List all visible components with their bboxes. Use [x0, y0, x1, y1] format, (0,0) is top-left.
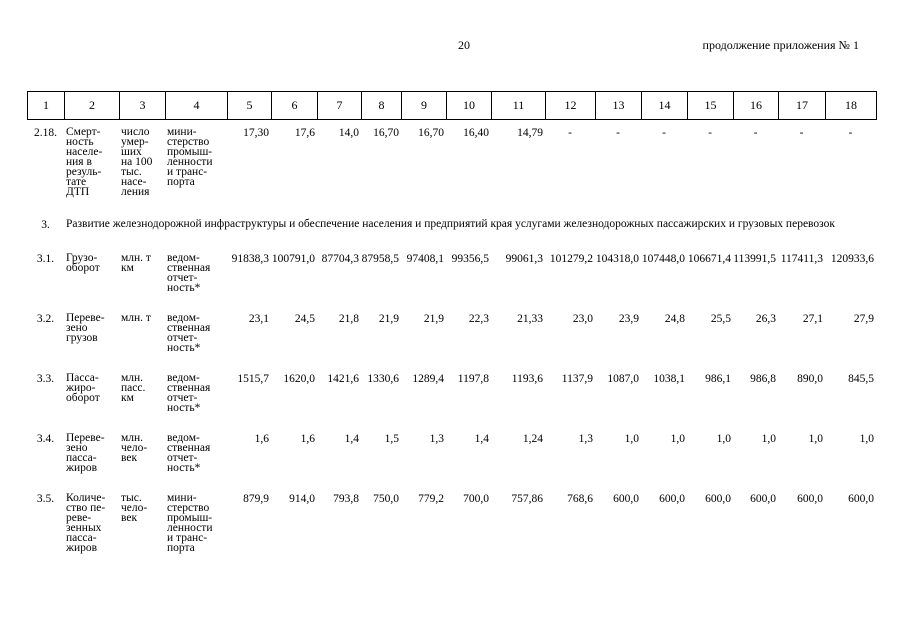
value-cell: 24,8: [664, 313, 685, 325]
value-cell: 27,1: [802, 313, 823, 325]
data-source: [165, 373, 227, 433]
value-cell: 27,9: [853, 313, 874, 325]
value-cell: 21,33: [517, 313, 543, 325]
data-source-line: промыш-: [167, 512, 213, 524]
data-source-line: стерство: [167, 502, 210, 514]
table-row: [27, 253, 876, 313]
value-cell: 99061,3: [505, 253, 543, 265]
indicator-name-line: жиро-: [66, 382, 96, 394]
unit-of-measure-line: ших: [121, 146, 142, 158]
indicator-name-line: Количе-: [66, 492, 106, 504]
value-cell: 1,6: [254, 433, 269, 445]
row-number: 3.5.: [36, 493, 55, 505]
indicator-name-line: тате: [66, 176, 87, 188]
value-cell: 1,0: [859, 433, 874, 445]
indicator-name-line: зено: [66, 322, 88, 334]
value-cell: 21,9: [423, 313, 444, 325]
unit-of-measure-line: насе-: [121, 176, 147, 188]
value-cell: 600,0: [659, 493, 685, 505]
value-cell: -: [662, 127, 666, 139]
value-cell: 1,3: [429, 433, 444, 445]
unit-of-measure: [119, 493, 165, 563]
value-cell: 99356,5: [451, 253, 489, 265]
data-source-line: промыш-: [167, 146, 213, 158]
continuation-label: продолжение приложения № 1: [702, 38, 859, 52]
unit-of-measure-line: ления: [121, 186, 150, 198]
indicator-name: [64, 127, 119, 219]
row-number: 3.2.: [36, 313, 55, 325]
row-number: 2.18.: [34, 127, 57, 139]
indicator-name-line: населе-: [66, 146, 103, 158]
indicator-name: [64, 493, 119, 563]
unit-of-measure-line: млн. т: [121, 312, 151, 324]
value-cell: 1038,1: [653, 373, 685, 385]
value-cell: 1,0: [808, 433, 823, 445]
indicator-name-line: Переве-: [66, 312, 105, 324]
indicator-name-line: оборот: [66, 262, 100, 274]
data-source-line: ведом-: [167, 312, 200, 324]
header-col: 6: [272, 92, 318, 120]
indicator-name-line: жиров: [66, 462, 98, 474]
value-cell: 600,0: [613, 493, 639, 505]
value-cell: 879,9: [243, 493, 269, 505]
unit-of-measure-line: км: [121, 262, 134, 274]
value-cell: 1330,6: [367, 373, 399, 385]
unit-of-measure-line: км: [121, 392, 134, 404]
value-cell: -: [848, 127, 853, 139]
value-cell: 25,5: [710, 313, 731, 325]
header-col: 3: [120, 92, 166, 120]
value-cell: 1,4: [474, 433, 489, 445]
unit-of-measure-line: чело-: [121, 442, 148, 454]
value-cell: 1,4: [344, 433, 359, 445]
table-row: [27, 313, 876, 373]
data-source-line: мини-: [167, 126, 197, 138]
value-cell: 1620,0: [283, 373, 315, 385]
indicator-name-line: ность: [66, 136, 94, 148]
header-col: 4: [166, 92, 228, 120]
data-source-line: ленности: [167, 156, 213, 168]
value-cell: 16,40: [463, 127, 489, 139]
indicator-name-line: пасса-: [66, 532, 97, 544]
value-cell: 757,86: [511, 493, 543, 505]
indicator-name-line: резуль-: [66, 166, 102, 178]
value-cell: 1,3: [578, 433, 593, 445]
data-source: [165, 433, 227, 493]
value-cell: 104318,0: [595, 253, 639, 265]
value-cell: 17,6: [294, 127, 315, 139]
data-source-line: и транс-: [167, 532, 208, 544]
indicator-name-line: Пасса-: [66, 372, 99, 384]
indicator-name: [64, 253, 119, 313]
indicator-name-line: зено: [66, 442, 88, 454]
data-source-line: отчет-: [167, 272, 198, 284]
data-source-line: отчет-: [167, 452, 198, 464]
unit-of-measure-line: млн.: [121, 372, 144, 384]
indicator-name-line: оборот: [66, 392, 100, 404]
data-source-line: ственная: [167, 442, 211, 454]
value-cell: 106671,4: [687, 253, 731, 265]
table-row: [27, 373, 876, 433]
value-cell: 1,24: [522, 433, 543, 445]
header-col: 18: [826, 92, 877, 120]
header-col: 13: [596, 92, 642, 120]
data-source-line: ность*: [167, 282, 201, 294]
value-cell: 101279,2: [549, 253, 593, 265]
indicator-name-line: Переве-: [66, 432, 105, 444]
data-source: [165, 253, 227, 313]
value-cell: 845,5: [848, 373, 874, 385]
page-number: 20: [458, 38, 470, 52]
table-row: [27, 433, 876, 493]
unit-of-measure-line: на 100: [121, 156, 153, 168]
indicator-name: [64, 313, 119, 373]
indicator-name-line: Смерт-: [66, 126, 101, 138]
value-cell: 600,0: [705, 493, 731, 505]
indicator-name-line: ния в: [66, 156, 92, 168]
indicator-name-line: реве-: [66, 512, 92, 524]
header-col: 5: [228, 92, 272, 120]
data-source-line: ственная: [167, 262, 211, 274]
value-cell: 14,79: [517, 127, 543, 139]
value-cell: 750,0: [373, 493, 399, 505]
unit-of-measure: [119, 313, 165, 373]
indicator-name-line: Грузо-: [66, 252, 98, 264]
value-cell: 600,0: [797, 493, 823, 505]
data-source-line: ведом-: [167, 432, 200, 444]
value-cell: 1,0: [716, 433, 731, 445]
indicator-name-line: грузов: [66, 332, 98, 344]
value-cell: -: [753, 127, 758, 139]
value-cell: -: [708, 127, 712, 139]
value-cell: 120933,6: [830, 253, 874, 265]
value-cell: 1137,9: [561, 373, 593, 385]
value-cell: 23,0: [572, 313, 593, 325]
value-cell: 21,8: [338, 313, 359, 325]
value-cell: 17,30: [243, 127, 269, 139]
header-col: 14: [642, 92, 688, 120]
indicators-table: [27, 127, 876, 563]
value-cell: 1197,8: [457, 373, 489, 385]
value-cell: 1087,0: [607, 373, 639, 385]
value-cell: 100791,0: [271, 253, 315, 265]
data-source-line: мини-: [167, 492, 197, 504]
value-cell: 779,2: [418, 493, 444, 505]
header-col: 8: [362, 92, 402, 120]
row-number: 3.4.: [36, 433, 55, 445]
value-cell: 986,1: [705, 373, 731, 385]
unit-of-measure-line: тыс.: [121, 166, 142, 178]
value-cell: 113991,5: [733, 253, 776, 265]
data-source-line: порта: [167, 542, 195, 554]
data-source: [165, 493, 227, 563]
value-cell: 1515,7: [237, 373, 269, 385]
value-cell: -: [568, 127, 572, 139]
unit-of-measure-line: век: [121, 512, 138, 524]
value-cell: 600,0: [848, 493, 874, 505]
header-col: 11: [492, 92, 546, 120]
value-cell: 1193,6: [511, 373, 543, 385]
indicator-name-line: ство пе-: [66, 502, 106, 514]
indicator-name-line: пасса-: [66, 452, 97, 464]
value-cell: 1,0: [670, 433, 685, 445]
data-source-line: стерство: [167, 136, 210, 148]
row-number: 3.1.: [36, 253, 55, 265]
data-source-line: ность*: [167, 462, 201, 474]
header-col: 16: [734, 92, 779, 120]
value-cell: 986,8: [750, 373, 776, 385]
value-cell: 87958,5: [361, 253, 399, 265]
data-source-line: отчет-: [167, 332, 198, 344]
header-col: 1: [28, 92, 65, 120]
indicator-name-line: ДТП: [66, 186, 90, 198]
value-cell: 22,3: [468, 313, 489, 325]
data-source-line: ственная: [167, 322, 211, 334]
indicator-name: [64, 373, 119, 433]
value-cell: 24,5: [294, 313, 315, 325]
table-row: [27, 127, 876, 219]
indicator-name: [64, 433, 119, 493]
unit-of-measure-line: млн.: [121, 432, 144, 444]
data-source-line: ность*: [167, 342, 201, 354]
header-col: 10: [447, 92, 492, 120]
unit-of-measure: [119, 127, 165, 219]
unit-of-measure-line: млн. т: [121, 252, 151, 264]
header-col: 7: [318, 92, 362, 120]
unit-of-measure-line: умер-: [121, 136, 149, 148]
data-source-line: порта: [167, 176, 195, 188]
value-cell: 21,9: [378, 313, 399, 325]
data-source-line: отчет-: [167, 392, 198, 404]
unit-of-measure: [119, 373, 165, 433]
value-cell: -: [799, 127, 804, 139]
value-cell: 23,1: [248, 313, 269, 325]
value-cell: 914,0: [289, 493, 315, 505]
unit-of-measure: [119, 433, 165, 493]
value-cell: -: [616, 127, 620, 139]
data-source-line: ведом-: [167, 252, 200, 264]
value-cell: 26,3: [755, 313, 776, 325]
value-cell: 97408,1: [406, 253, 444, 265]
value-cell: 16,70: [373, 127, 399, 139]
value-cell: 1,6: [300, 433, 315, 445]
value-cell: 1421,6: [327, 373, 359, 385]
data-source-line: ственная: [167, 382, 211, 394]
data-source-line: ленности: [167, 522, 213, 534]
indicator-name-line: зенных: [66, 522, 102, 534]
value-cell: 793,8: [333, 493, 359, 505]
header-row: [28, 92, 877, 120]
data-source-line: ведом-: [167, 372, 200, 384]
value-cell: 600,0: [750, 493, 776, 505]
header-col: 17: [779, 92, 826, 120]
value-cell: 14,0: [338, 127, 359, 139]
value-cell: 23,9: [618, 313, 639, 325]
data-source: [165, 127, 227, 219]
row-number: 3.3.: [36, 373, 55, 385]
value-cell: 16,70: [418, 127, 444, 139]
data-source-line: ность*: [167, 402, 201, 414]
value-cell: 107448,0: [641, 253, 685, 265]
table-row: [27, 493, 876, 563]
header-col: 12: [546, 92, 596, 120]
data-source-line: и транс-: [167, 166, 208, 178]
header-col: 2: [65, 92, 120, 120]
value-cell: 1,0: [761, 433, 776, 445]
header-col: 15: [688, 92, 734, 120]
value-cell: 117411,3: [780, 253, 823, 265]
column-number-header: [27, 91, 877, 120]
unit-of-measure-line: число: [121, 126, 150, 138]
row-number: 3.: [41, 219, 50, 231]
unit-of-measure-line: пасс.: [121, 382, 146, 394]
value-cell: 87704,3: [321, 253, 359, 265]
data-source: [165, 313, 227, 373]
value-cell: 1,0: [624, 433, 639, 445]
value-cell: 1,5: [384, 433, 399, 445]
indicator-name-line: жиров: [66, 542, 98, 554]
unit-of-measure: [119, 253, 165, 313]
unit-of-measure-line: тыс.: [121, 492, 142, 504]
unit-of-measure-line: век: [121, 452, 138, 464]
value-cell: 1289,4: [412, 373, 444, 385]
section-title: Развитие железнодорожной инфраструктуры и обеспечение населения и предприятий края услугами железнодорожных пассажирских и грузовых перевозок: [66, 218, 835, 230]
value-cell: 91838,3: [231, 253, 269, 265]
value-cell: 700,0: [463, 493, 489, 505]
table-row: [27, 219, 876, 253]
value-cell: 890,0: [797, 373, 823, 385]
value-cell: 768,6: [567, 493, 593, 505]
header-col: 9: [402, 92, 447, 120]
unit-of-measure-line: чело-: [121, 502, 148, 514]
